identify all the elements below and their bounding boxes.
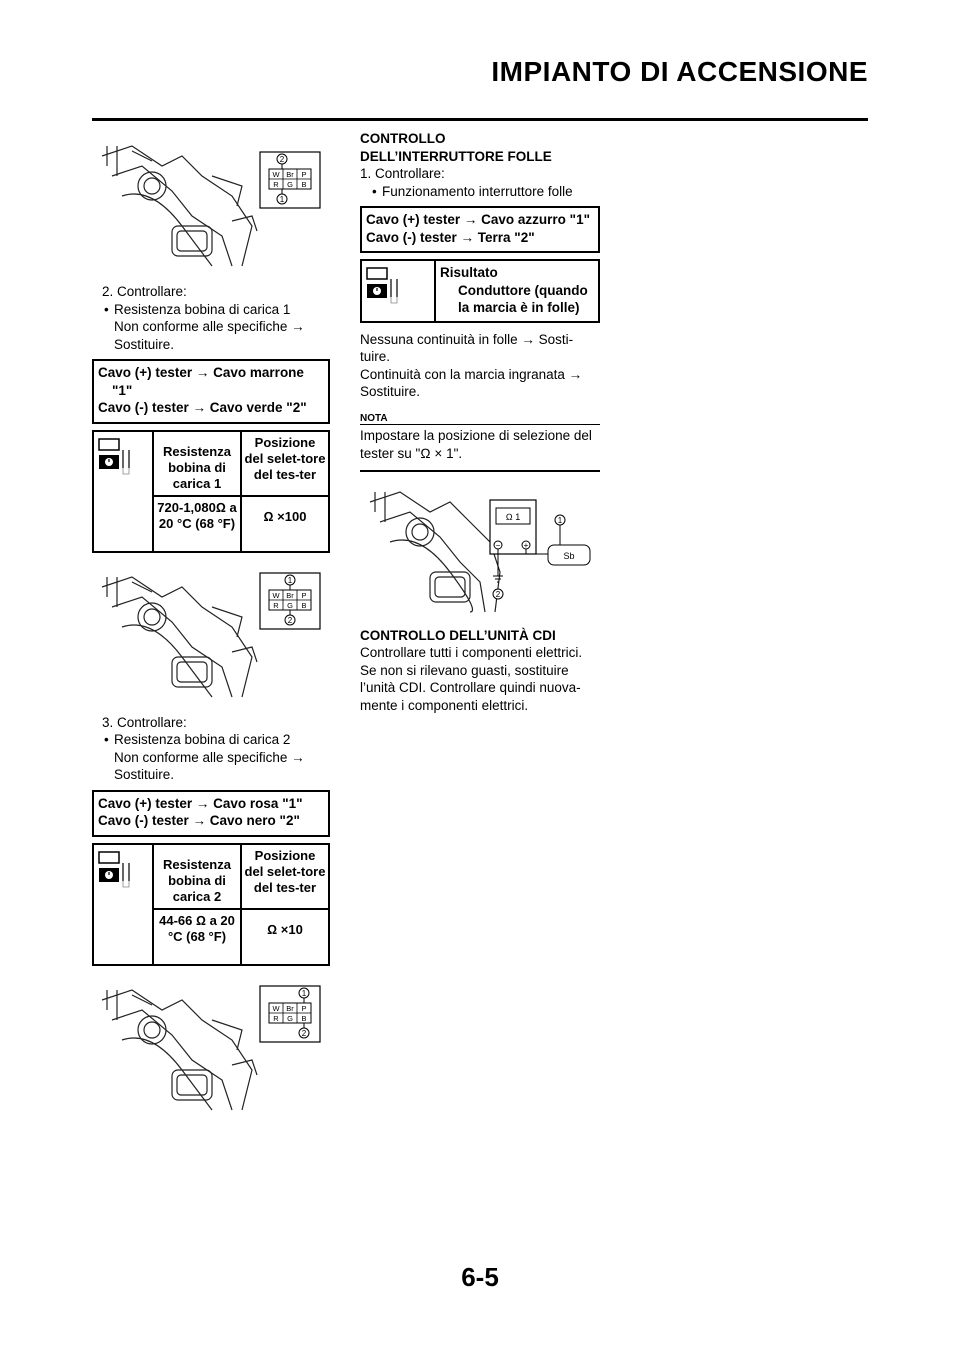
table-value: 720-1,080Ω a 20 °C (68 °F) (153, 496, 241, 552)
pin-label: Br (286, 170, 294, 179)
cdi-paragraph: Controllare tutti i componenti elettrici. Se non si rilevano guasti, sostituire l’unità CDI. Controllare quindi nuova-mente i componenti elettrici. (360, 645, 583, 713)
connector-diagram-2 (260, 573, 320, 629)
figure-coil1 (92, 136, 330, 270)
step-2-sub1: Non conforme alle specifiche → (114, 319, 305, 334)
table-header: Resistenza bobina di carica 2 (153, 844, 241, 909)
pin-label: W (272, 170, 280, 179)
multimeter-icon (366, 267, 406, 305)
result-label: Risultato (440, 265, 498, 280)
section-title-cdi: CONTROLLO DELL’UNITÀ CDI (360, 627, 556, 643)
pin-label: B (301, 600, 307, 610)
minus-icon: − (495, 540, 501, 550)
neutral-step-1 (360, 165, 600, 200)
spec-line: Cavo (-) tester → Terra "2" (366, 229, 535, 245)
left-column (92, 130, 330, 1119)
figure-coil3 (92, 980, 330, 1114)
spec-line: Cavo (-) tester → Cavo nero "2" (98, 813, 300, 828)
result-value: Conduttore (quando la marcia è in folle) (458, 282, 588, 315)
pin-label: W (272, 1003, 280, 1013)
callout-number: 1 (557, 515, 563, 525)
multimeter-icon-cell (93, 431, 153, 552)
pin-label: G (287, 1013, 293, 1023)
pin-label: R (273, 180, 279, 189)
callout-number: 2 (495, 589, 501, 599)
step-3-line: 3. Controllare: (102, 714, 187, 730)
spec-table-coil1 (92, 430, 330, 553)
step-line: 1. Controllare: (360, 166, 445, 181)
multimeter-icon-cell (362, 261, 436, 321)
callout-number: 1 (279, 195, 285, 204)
figure-neutral-switch (360, 482, 600, 616)
table-header: Posizione del selet-tore del tes-ter (241, 844, 329, 909)
callout-number: 2 (279, 155, 285, 164)
callout-number: 2 (301, 1028, 307, 1038)
spec-table-coil2 (92, 843, 330, 966)
step-2-line: 2. Controllare: (102, 284, 187, 299)
pin-label: Br (286, 590, 294, 600)
header-rule (92, 118, 868, 121)
pin-label: R (273, 600, 279, 610)
right-column (360, 130, 600, 714)
spec-box-coil1 (92, 359, 330, 424)
page-title: IMPIANTO DI ACCENSIONE (491, 56, 868, 87)
wire-label: Sb (563, 550, 575, 561)
section-title-line: CONTROLLO (360, 131, 446, 146)
pin-label: P (301, 590, 307, 600)
step-3-sub1: Non conforme alle specifiche → (114, 749, 305, 765)
step-2-sub2: Sostituire. (114, 336, 175, 352)
callout-number: 1 (287, 575, 293, 585)
note-label: NOTA (360, 412, 388, 424)
table-value: 44-66 Ω a 20 °C (68 °F) (153, 909, 241, 965)
section-title-neutral-switch (360, 130, 600, 165)
connector-diagram-3 (260, 986, 320, 1042)
callout-number: 1 (301, 988, 307, 998)
table-value: Ω ×100 (241, 496, 329, 552)
pin-label: G (287, 600, 293, 610)
spec-line: Cavo (+) tester → Cavo marrone "1" (98, 365, 304, 398)
step-3-bullet: • Resistenza bobina di carica 2 (92, 731, 330, 749)
pin-label: P (301, 1003, 307, 1013)
table-header: Resistenza bobina di carica 1 (153, 431, 241, 496)
spec-line: Cavo (+) tester → Cavo rosa "1" (98, 795, 303, 811)
pin-label: P (301, 170, 307, 179)
step-3 (92, 714, 330, 784)
table-header: Posizione del selet-tore del tes-ter (241, 431, 329, 496)
step-2 (92, 283, 330, 353)
plus-icon: + (523, 540, 529, 550)
pin-label: B (301, 180, 307, 189)
note-text: Impostare la posizione di selezione del tester su "Ω × 1". (360, 428, 592, 461)
paragraph: Nessuna continuità in folle → Sosti-tuire. (360, 331, 574, 364)
pin-label: R (273, 1013, 279, 1023)
multimeter-icon-cell (93, 844, 153, 965)
pin-label: W (272, 590, 280, 600)
pin-label: G (287, 180, 293, 189)
section-title-line: DELL’INTERRUTTORE FOLLE (360, 148, 552, 164)
multimeter-icon (98, 851, 138, 889)
figure-coil2 (92, 567, 330, 701)
pin-label: B (301, 1013, 307, 1023)
note-bottom-rule (360, 470, 600, 472)
table-value: Ω ×10 (241, 909, 329, 965)
callout-number: 2 (287, 615, 293, 625)
result-box (360, 259, 600, 323)
multimeter-diagram (490, 500, 590, 599)
step-2-bullet: • Resistenza bobina di carica 1 (92, 301, 330, 319)
spec-box-coil2 (92, 790, 330, 837)
spec-line: Cavo (+) tester → Cavo azzurro "1" (366, 212, 590, 227)
multimeter-icon (98, 438, 138, 476)
meter-readout: Ω 1 (505, 511, 521, 522)
spec-box-neutral (360, 206, 600, 253)
page-number: 6-5 (461, 1262, 499, 1292)
pin-label: Br (286, 1003, 294, 1013)
spec-line: Cavo (-) tester → Cavo verde "2" (98, 400, 307, 415)
paragraph: Continuità con la marcia ingranata → Sostituire. (360, 366, 583, 399)
result-text (436, 261, 598, 321)
step-3-sub2: Sostituire. (114, 767, 175, 782)
connector-diagram-1 (260, 152, 320, 208)
step-bullet: • Funzionamento interruttore folle (360, 183, 600, 201)
